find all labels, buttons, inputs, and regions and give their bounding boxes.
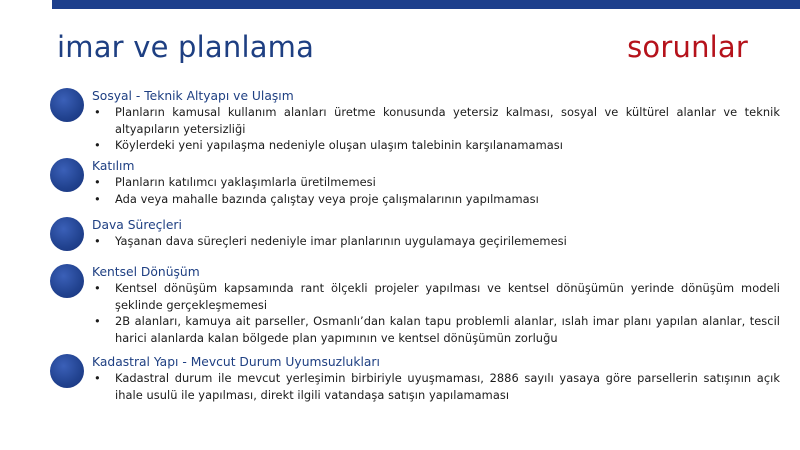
bullet-mark: • <box>94 175 101 189</box>
bullet-text: Yaşanan dava süreçleri nedeniyle imar planlarının uygulamaya geçirilememesi <box>115 234 567 248</box>
section-bullet-circle <box>50 158 84 192</box>
page-title: imar ve planlama <box>57 30 315 64</box>
section-heading: Sosyal - Teknik Altyapı ve Ulaşım <box>92 89 294 103</box>
bullet-item <box>92 191 780 208</box>
bullet-item <box>92 233 780 250</box>
top-accent-bar <box>52 0 800 9</box>
section-heading: Katılım <box>92 159 135 173</box>
bullet-mark: • <box>94 281 101 295</box>
bullet-text: Köylerdeki yeni yapılaşma nedeniyle oluşan ulaşım talebinin karşılanamaması <box>115 138 563 152</box>
section-bullet-circle <box>50 217 84 251</box>
bullet-item <box>92 137 780 154</box>
page-subtitle: sorunlar <box>627 30 748 64</box>
bullet-text: Planların katılımcı yaklaşımlarla üretilmemesi <box>115 175 376 189</box>
bullet-item <box>92 370 780 403</box>
section-heading: Dava Süreçleri <box>92 218 182 232</box>
bullet-list <box>92 104 780 154</box>
bullet-list <box>92 370 780 403</box>
bullet-mark: • <box>94 371 101 385</box>
bullet-mark: • <box>94 234 101 248</box>
bullet-mark: • <box>94 105 101 119</box>
bullet-text: Kentsel dönüşüm kapsamında rant ölçekli projeler yapılması ve kentsel dönüşümün yerinde dönüşüm modeli şeklinde gerçekleşmemesi <box>115 281 780 312</box>
bullet-text: Planların kamusal kullanım alanları üretme konusunda yetersiz kalması, sosyal ve kültürel alanlar ve teknik altyapıların yetersizliği <box>115 105 780 136</box>
section-heading: Kentsel Dönüşüm <box>92 265 200 279</box>
bullet-mark: • <box>94 138 101 152</box>
bullet-item <box>92 174 780 191</box>
section-bullet-circle <box>50 264 84 298</box>
section-bullet-circle <box>50 354 84 388</box>
section-heading: Kadastral Yapı - Mevcut Durum Uyumsuzlukları <box>92 355 380 369</box>
bullet-text: 2B alanları, kamuya ait parseller, Osmanlı’dan kalan tapu problemli alanlar, ıslah imar planı yapılan alanlar, tescil harici alanlarda kalan bölgede plan yapımının ve kentsel dönüşümün zorluğu <box>115 314 780 345</box>
bullet-text: Kadastral durum ile mevcut yerleşimin birbiriyle uyuşmaması, 2886 sayılı yasaya göre parsellerin satışının açık ihale usulü ile yapılması, direkt ilgili vatandaşa satışın yapılamaması <box>115 371 780 402</box>
bullet-item <box>92 313 780 346</box>
bullet-list <box>92 174 780 207</box>
bullet-text: Ada veya mahalle bazında çalıştay veya proje çalışmalarının yapılmaması <box>115 191 539 206</box>
section-bullet-circle <box>50 88 84 122</box>
bullet-list <box>92 233 780 250</box>
bullet-item <box>92 280 780 313</box>
bullet-mark: • <box>94 314 101 328</box>
bullet-mark: • <box>94 191 101 206</box>
bullet-list <box>92 280 780 346</box>
bullet-item <box>92 104 780 137</box>
